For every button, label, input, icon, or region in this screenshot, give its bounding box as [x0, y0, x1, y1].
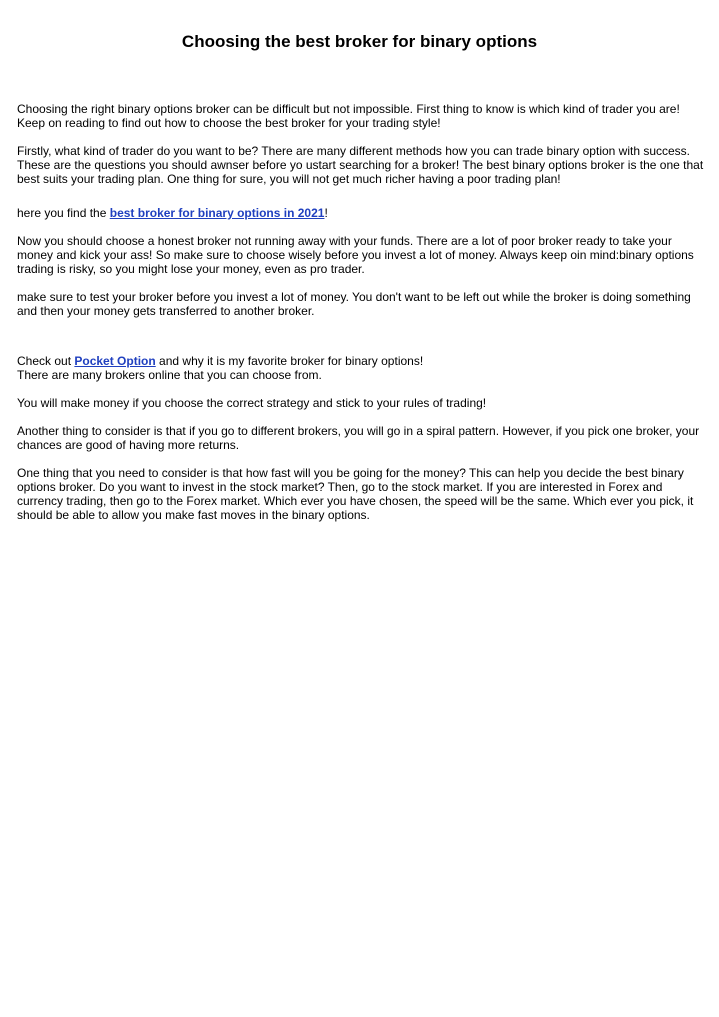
trader-type-paragraph: Firstly, what kind of trader do you want to be? There are many different methods how you can trade binary option with success. These are the questions you should awnser before yo ustart searching for a broker! The best binary options broker is the one that best suits your trading plan. One thing for sure, you will not get much richer having a poor trading plan!: [17, 144, 704, 186]
pocket-option-link[interactable]: Pocket Option: [74, 354, 156, 368]
best-broker-2021-link[interactable]: best broker for binary options in 2021: [109, 206, 325, 220]
speed-paragraph: One thing that you need to consider is that how fast will you be going for the money? This can help you decide the best binary options broker. Do you want to invest in the stock market? Then, go to the stock market. If you are interested in Forex and currency trading, then go to the Forex market. Which ever you have chosen, the speed will be the same. Which ever you pick, it should be able to allow you make fast moves in the binary options.: [17, 466, 694, 522]
find-broker-prefix: here you find the: [17, 206, 110, 220]
brokers-online-line: There are many brokers online that you can choose from.: [17, 368, 322, 382]
page-title: Choosing the best broker for binary options: [181, 32, 538, 51]
find-broker-paragraph: [17, 206, 705, 220]
find-broker-suffix: !: [324, 206, 328, 220]
different-brokers-paragraph: Another thing to consider is that if you go to different brokers, you will go in a spiral pattern. However, if you pick one broker, your chances are good of having more returns.: [17, 424, 700, 452]
document-body: [17, 102, 705, 522]
intro-paragraph: Choosing the right binary options broker can be difficult but not impossible. First thing to know is which kind of trader you are! Keep on reading to find out how to choose the best broker for your trading style!: [17, 102, 680, 130]
honest-broker-paragraph: Now you should choose a honest broker not running away with your funds. There are a lot of poor broker ready to take your money and kick your ass! So make sure to choose wisely before you invest a lot of money. Always keep oin mind:binary options trading is risky, so you might lose your money, even as pro trader.: [17, 234, 694, 276]
checkout-paragraph: [17, 354, 705, 382]
strategy-paragraph: You will make money if you choose the correct strategy and stick to your rules of trading!: [17, 396, 487, 410]
checkout-prefix: Check out: [17, 354, 75, 368]
test-broker-paragraph: make sure to test your broker before you invest a lot of money. You don't want to be left out while the broker is doing something and then your money gets transferred to another broker.: [17, 290, 691, 318]
checkout-suffix: and why it is my favorite broker for binary options!: [155, 354, 424, 368]
